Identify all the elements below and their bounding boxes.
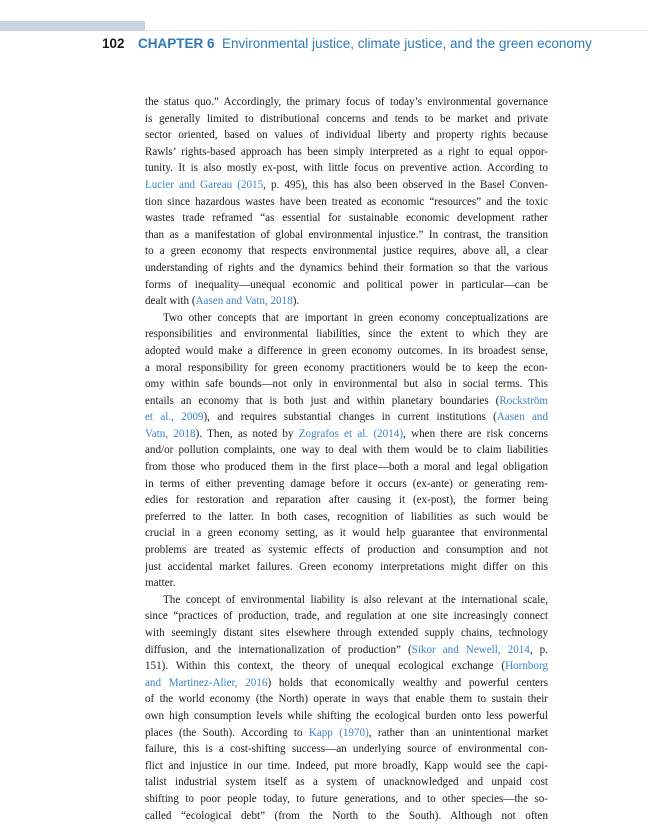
text-segment: problems are treated as systemic effects of production and consumption and not: [145, 544, 548, 557]
text-line: [145, 243, 548, 260]
text-line: [145, 160, 548, 177]
text-line: [145, 492, 548, 509]
text-line: [145, 127, 548, 144]
citation-link[interactable]: Aasen and: [496, 411, 548, 424]
text-segment: , when there are risk concerns: [403, 427, 548, 440]
text-line: [145, 542, 548, 559]
text-segment: is generally limited to distributional concerns and tends to be market and private: [145, 112, 548, 125]
chapter-label: CHAPTER 6: [137, 36, 215, 51]
citation-link[interactable]: et al., 2009: [145, 411, 204, 424]
text-segment: wastes trade reframed “as essential for sustainable economic development rather: [145, 212, 548, 225]
text-line: [145, 94, 548, 111]
text-line: [145, 144, 548, 161]
text-segment: the status quo.” Accordingly, the primary focus of today’s environmental governance: [145, 96, 548, 108]
text-segment: The concept of environmental liability is also relevant at the international scale,: [163, 593, 548, 606]
text-segment: shifting to poor people today, to future generations, and to other species—the so-: [145, 792, 548, 805]
text-line: [145, 442, 548, 459]
text-line: [145, 227, 548, 244]
header-rule: [145, 30, 648, 31]
text-segment: , rather than an unintentional market: [368, 726, 548, 739]
text-line: [145, 509, 548, 526]
text-line: [145, 741, 548, 758]
text-segment: places (the South). According to: [145, 726, 309, 739]
text-segment: ). Then, as noted by: [195, 427, 299, 440]
text-segment: own high consumption levels while shifting the ecological burden onto less powerful: [145, 709, 548, 722]
text-line: [145, 658, 548, 675]
text-line: [145, 476, 548, 493]
text-segment: in terms of either preventing damage before it occurs (ex-ante) or generating rem-: [145, 477, 548, 490]
citation-link[interactable]: and Martinez-Alier, 2016: [145, 676, 268, 689]
citation-link[interactable]: Kapp (1970): [308, 726, 369, 739]
text-line: [145, 758, 548, 775]
text-line: [145, 725, 548, 742]
text-line: [145, 525, 548, 542]
text-segment: understanding of rights and the dynamics behind their formation so that the various: [145, 261, 548, 274]
page-number: 102: [102, 36, 125, 51]
text-line: [145, 691, 548, 708]
text-line: [145, 575, 548, 592]
text-line: [145, 194, 548, 211]
text-segment: responsibilities and environmental liabilities, since the extent to which they are: [145, 328, 548, 341]
text-segment: 151). Within this context, the theory of unequal ecological exchange (: [145, 660, 506, 673]
text-segment: since “practices of production, trade, and regulation at one site increasingly connect: [145, 610, 548, 623]
text-line: [145, 608, 548, 625]
text-segment: omy within safe bounds—not only in environmental but also in social terms. This: [145, 378, 548, 391]
text-segment: Two other concepts that are important in green economy conceptualizations are: [163, 311, 548, 324]
text-segment: edies for restoration and reparation after causing it (ex-post), the former being: [145, 494, 548, 507]
text-line: [145, 675, 548, 692]
text-segment: matter.: [145, 577, 176, 590]
text-line: [145, 459, 548, 476]
text-line: [145, 360, 548, 377]
text-line: [145, 393, 548, 410]
text-segment: talist industrial system itself as a system of unacknowledged and unpaid cost: [145, 776, 548, 789]
chapter-title: Environmental justice, climate justice, and the green economy: [221, 36, 592, 51]
text-line: [145, 210, 548, 227]
text-segment: diffusion, and the internationalization of production” (: [145, 643, 412, 656]
text-line: [145, 625, 548, 642]
text-line: [145, 293, 548, 310]
text-segment: tion since hazardous wastes have been treated as economic “resources” and the toxic: [145, 195, 548, 208]
citation-link[interactable]: Vatn, 2018: [145, 427, 196, 440]
citation-link[interactable]: Lucier and Gareau (2015: [145, 178, 264, 191]
text-segment: a moral responsibility for green economy practitioners would be to keep the econ-: [145, 361, 548, 374]
text-line: [145, 808, 548, 824]
text-line: [145, 791, 548, 808]
text-segment: than as a manifestation of global environmental injustice.” In contrast, the transition: [145, 228, 548, 241]
text-segment: of the world economy (the North) operate in ways that enable them to sustain their: [145, 693, 548, 706]
text-line: [145, 708, 548, 725]
text-segment: ).: [292, 295, 300, 308]
text-segment: dealt with (: [145, 295, 196, 308]
text-segment: called “ecological debt” (from the North to the South). Although not often: [145, 809, 548, 822]
header-accent-bar: [0, 21, 145, 31]
text-segment: sector oriented, based on values of individual liberty and property rights because: [145, 129, 548, 142]
text-segment: entails an economy that is both just and within planetary boundaries (: [145, 394, 500, 407]
text-segment: and/or pollution complaints, one way to deal with them would be to claim liabilities: [145, 444, 548, 457]
text-segment: preferred to the latter. In both cases, recognition of liabilities as such would be: [145, 510, 548, 523]
text-segment: tunity. It is also mostly ex-post, with little focus on preventive action. According to: [145, 162, 548, 175]
text-segment: , p.: [529, 643, 548, 656]
text-line: [145, 592, 548, 609]
text-line: [145, 642, 548, 659]
citation-link[interactable]: Rockström: [499, 394, 548, 407]
citation-link[interactable]: Hornborg: [505, 660, 548, 673]
text-segment: ) holds that economically wealthy and powerful centers: [267, 676, 548, 689]
citation-link[interactable]: Zografos et al. (2014): [298, 427, 404, 440]
text-segment: to a green economy that respects environmental justice requires, above all, a clear: [145, 245, 548, 258]
text-segment: crucial in a green economy setting, as it would help guarantee that environmental: [145, 527, 548, 540]
text-line: [145, 177, 548, 194]
text-line: [145, 111, 548, 128]
text-segment: forms of inequality—unequal economic and political power in particular—can be: [145, 278, 548, 291]
text-line: [145, 559, 548, 576]
text-segment: Rawls’ rights-based approach has been simply interpreted as a right to equal oppor-: [145, 145, 548, 158]
text-segment: with seemingly distant sites elsewhere through extended supply chains, technology: [145, 627, 548, 639]
citation-link[interactable]: Sikor and Newell, 2014: [411, 643, 530, 656]
citation-link[interactable]: Aasen and Vatn, 2018: [195, 295, 293, 308]
text-line: [145, 774, 548, 791]
running-header: [102, 35, 648, 53]
text-segment: adopted would make a difference in green economy outcomes. In its broadest sense,: [145, 344, 548, 357]
text-line: [145, 409, 548, 426]
text-segment: ), and requires substantial changes in current institutions (: [203, 411, 497, 424]
text-line: [145, 326, 548, 343]
text-line: [145, 277, 548, 294]
text-segment: flict and injustice in our time. Indeed, put more broadly, Kapp would see the capi-: [145, 759, 548, 772]
text-line: [145, 260, 548, 277]
body-text: [145, 94, 548, 824]
text-line: [145, 376, 548, 393]
text-line: [145, 310, 548, 327]
text-line: [145, 343, 548, 360]
text-line: [145, 426, 548, 443]
text-segment: , p. 495), this has also been observed in the Basel Conven-: [263, 178, 548, 191]
text-segment: failure, this is a cost-shifting success—an underlying source of environmental con-: [145, 743, 548, 756]
text-segment: just accidental market failures. Green economy interpretations might differ on this: [145, 560, 548, 573]
text-segment: from those who produced them in the first place—both a moral and legal obligation: [145, 461, 548, 474]
